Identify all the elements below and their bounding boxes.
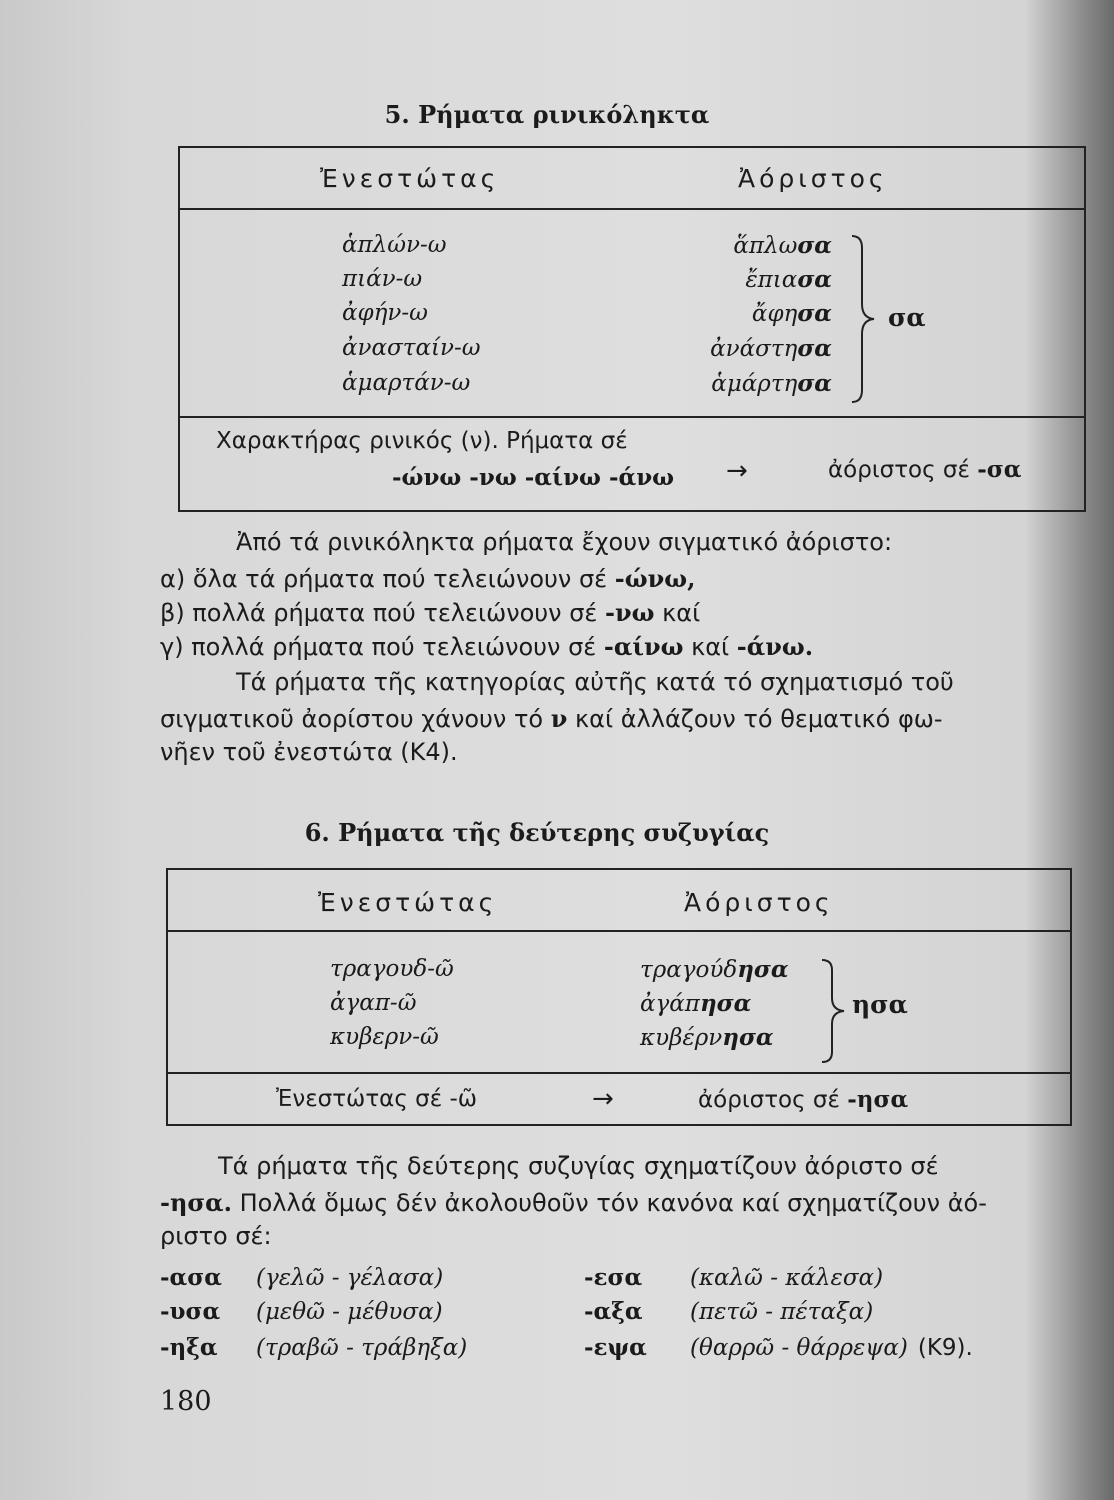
- aorist-form: ἀνάστησα: [710, 335, 832, 362]
- present-form: ἁμαρτάν-ω: [342, 370, 471, 396]
- aorist-form: ἁμάρτησα: [711, 370, 832, 397]
- paragraph-intro: Ἀπό τά ρινικόληκτα ρήματα ἔχουν σιγματικό ἀόριστο:: [236, 528, 893, 556]
- aorist-suffix: ησα: [852, 990, 908, 1019]
- section6-title: 6. Ρήματα τῆς δεύτερης συζυγίας: [304, 818, 770, 847]
- aorist-form: ἅπλωσα: [733, 232, 832, 259]
- exception-item: -εψα (θαρρῶ - θάρρεψα) (Κ9).: [584, 1334, 973, 1361]
- paragraph-line: Τά ρήματα τῆς κατηγορίας αὐτῆς κατά τό σχηματισμό τοῦ: [236, 668, 954, 696]
- rule-result: ἀόριστος σέ -ησα: [698, 1086, 909, 1113]
- paragraph-line: σιγματικοῦ ἀορίστου χάνουν τό ν καί ἀλλάζουν τό θεματικό φω-: [160, 704, 943, 733]
- list-item: β) πολλά ρήματα πού τελειώνουν σέ -νω καί: [160, 598, 701, 627]
- present-form: πιάν-ω: [342, 266, 423, 292]
- section5-title: 5. Ρήματα ρινικόληκτα: [384, 100, 710, 129]
- aorist-form: ἄφησα: [751, 300, 832, 327]
- exception-item: -ασα (γελῶ - γέλασα): [160, 1264, 444, 1291]
- list-item: α) ὅλα τά ρήματα πού τελειώνουν σέ -ώνω,: [160, 564, 696, 593]
- present-form: κυβερν-ῶ: [330, 1024, 439, 1050]
- paragraph-line: ριστο σέ:: [160, 1222, 272, 1250]
- arrow-icon: →: [726, 456, 748, 486]
- rule-endings: -ώνω -νω -αίνω -άνω: [392, 464, 675, 491]
- present-column-header: Ἐνεστώτας: [318, 888, 498, 917]
- present-column-header: Ἐνεστώτας: [320, 164, 500, 193]
- present-form: ἀνασταίν-ω: [342, 335, 481, 361]
- note-divider: [168, 1072, 1070, 1074]
- present-form: ἀγαπ-ῶ: [330, 990, 417, 1016]
- section5-table: [178, 146, 1086, 512]
- header-divider: [180, 208, 1084, 210]
- exception-item: -ηξα (τραβῶ - τράβηξα): [160, 1334, 468, 1361]
- present-form: ἀφήν-ω: [342, 300, 428, 326]
- present-form: τραγουδ-ῶ: [330, 956, 454, 982]
- right-brace-icon: [848, 234, 888, 404]
- paragraph-line: -ησα. Πολλά ὅμως δέν ἀκολουθοῦν τόν κανόνα καί σχηματίζουν ἀό-: [160, 1188, 987, 1217]
- aorist-form: ἔπιασα: [745, 266, 832, 293]
- paragraph-line: Τά ρήματα τῆς δεύτερης συζυγίας σχηματίζουν ἀόριστο σέ: [218, 1152, 939, 1180]
- aorist-suffix: σα: [888, 303, 926, 332]
- rule-result: ἀόριστος σέ -σα: [828, 456, 1022, 483]
- list-item: γ) πολλά ρήματα πού τελειώνουν σέ -αίνω καί -άνω.: [160, 632, 814, 661]
- present-form: ἁπλών-ω: [342, 232, 447, 258]
- exception-item: -αξα (πετῶ - πέταξα): [584, 1298, 874, 1325]
- header-divider: [168, 930, 1070, 932]
- exception-item: -υσα (μεθῶ - μέθυσα): [160, 1298, 443, 1325]
- aorist-form: τραγούδησα: [640, 956, 789, 983]
- exception-item: -εσα (καλῶ - κάλεσα): [584, 1264, 884, 1291]
- rule-note: Χαρακτήρας ρινικός (ν). Ρήματα σέ: [216, 428, 628, 454]
- aorist-column-header: Ἀόριστος: [738, 164, 888, 193]
- aorist-form: ἀγάπησα: [640, 990, 752, 1017]
- aorist-form: κυβέρνησα: [640, 1024, 774, 1051]
- aorist-column-header: Ἀόριστος: [684, 888, 834, 917]
- note-divider: [180, 416, 1084, 418]
- rule-note: Ἐνεστώτας σέ -ῶ: [276, 1086, 478, 1112]
- section6-table: [166, 868, 1072, 1126]
- page-number: 180: [160, 1386, 212, 1417]
- arrow-icon: →: [592, 1084, 614, 1114]
- paragraph-line: νῆεν τοῦ ἐνεστώτα (Κ4).: [160, 738, 458, 766]
